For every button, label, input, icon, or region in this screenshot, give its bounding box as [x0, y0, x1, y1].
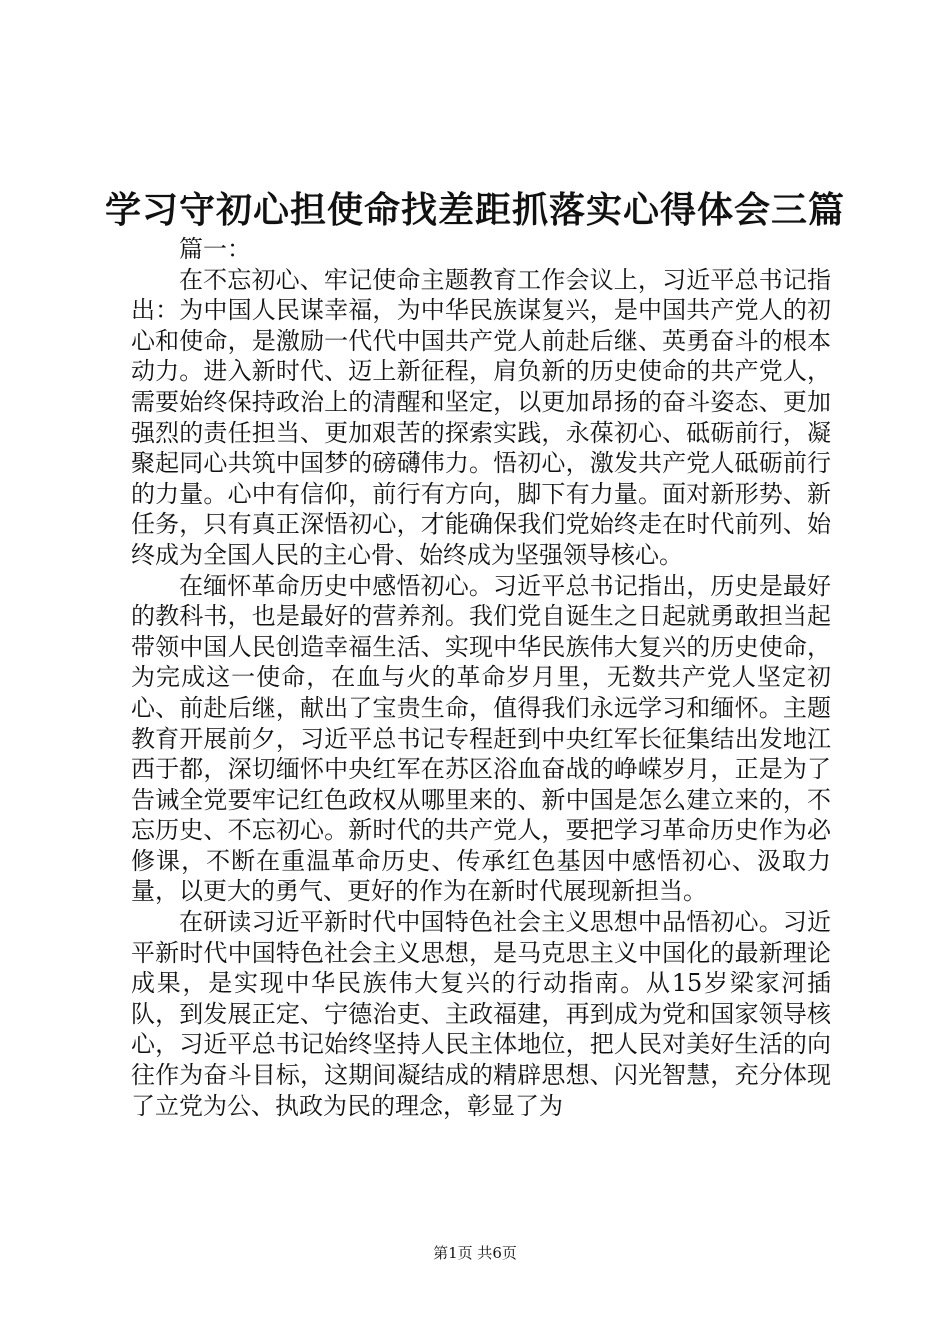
paragraph: 在不忘初心、牢记使命主题教育工作会议上，习近平总书记指出：为中国人民谋幸福，为中华民族谋复兴，是中国共产党人的初心和使命，是激励一代代中国共产党人前赴后继、英勇奋斗的根本动力。进入新时代、迈上新征程，肩负新的历史使命的共产党人，需要始终保持政治上的清醒和坚定，以更加昂扬的奋斗姿态、更加强烈的责任担当、更加艰苦的探索实践，永葆初心、砥砺前行，凝聚起同心共筑中国梦的磅礴伟力。悟初心，激发共产党人砥砺前行的力量。心中有信仰，前行有方向，脚下有力量。面对新形势、新任务，只有真正深悟初心，才能确保我们党始终走在时代前列、始终成为全国人民的主心骨、始终成为坚强领导核心。 — [131, 265, 831, 569]
section-label: 篇一： — [179, 235, 251, 263]
page-number-footer: 第1页 共6页 — [433, 1244, 517, 1262]
paragraph: 在研读习近平新时代中国特色社会主义思想中品悟初心。习近平新时代中国特色社会主义思想，是马克思主义中国化的最新理论成果，是实现中华民族伟大复兴的行动指南。从15岁梁家河插队，到发展正定、宁德治吏、主政福建，再到成为党和国家领导核心，习近平总书记始终坚持人民主体地位，把人民对美好生活的向往作为奋斗目标，这期间凝结成的精辟思想、闪光智慧，充分体现了立党为公、执政为民的理念，彰显了为 — [131, 908, 831, 1120]
paragraph: 在缅怀革命历史中感悟初心。习近平总书记指出，历史是最好的教科书，也是最好的营养剂。我们党自诞生之日起就勇敢担当起带领中国人民创造幸福生活、实现中华民族伟大复兴的历史使命，为完成这一使命，在血与火的革命岁月里，无数共产党人坚定初心、前赴后继，献出了宝贵生命，值得我们永远学习和缅怀。主题教育开展前夕，习近平总书记专程赶到中央红军长征集结出发地江西于都，深切缅怀中央红军在苏区浴血奋战的峥嵘岁月，正是为了告诫全党要牢记红色政权从哪里来的、新中国是怎么建立来的，不忘历史、不忘初心。新时代的共产党人，要把学习革命历史作为必修课，不断在重温革命历史、传承红色基因中感悟初心、汲取力量，以更大的勇气、更好的作为在新时代展现新担当。 — [131, 571, 831, 906]
document-body — [131, 234, 831, 1121]
document-title: 学习守初心担使命找差距抓落实心得体会三篇 — [104, 189, 845, 231]
